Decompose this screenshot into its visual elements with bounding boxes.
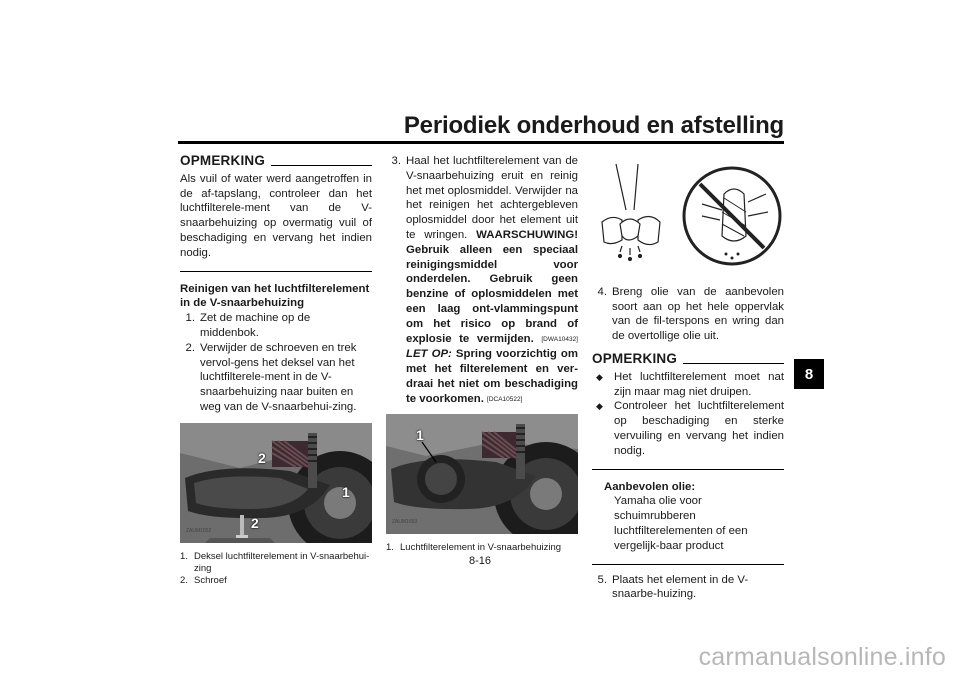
caption-number: 1. <box>386 541 394 553</box>
step-number: 2. <box>185 341 195 354</box>
note-title: OPMERKING <box>180 153 266 168</box>
bullet-item <box>592 370 784 400</box>
caption-row <box>180 575 372 587</box>
step-item <box>180 311 372 341</box>
step-item <box>592 573 784 603</box>
step-item <box>180 341 372 415</box>
figure-cover-photo <box>180 423 372 543</box>
step-number: 1. <box>185 312 195 325</box>
column-right <box>592 154 784 602</box>
note-end-rule <box>180 271 372 272</box>
twist-prohibited-icon <box>684 168 780 264</box>
step-number: 4. <box>597 285 607 298</box>
step-number: 5. <box>597 573 607 586</box>
callout-label: 1 <box>416 426 424 443</box>
warning-text: WAARSCHUWING! Gebruik alleen een speciaal reinigingsmiddel voor onderdelen. Gebruik geen benzine of oplosmiddelen met een laag ont-vlammingspunt om het risico op brand of explosie te vermijden. <box>406 228 579 345</box>
callout-label: 2 <box>258 449 266 466</box>
step-text: Verwijder de schroeven en trek vervol-gens het deksel van het luchtfilterele-ment in de V-snaarbehuizing naar buiten en weg van de V-snaarbehui-zing. <box>200 341 357 413</box>
steps-list <box>180 311 372 415</box>
step-number: 3. <box>391 155 401 167</box>
watermark: carmanualsonline.info <box>698 643 946 671</box>
step-text <box>406 154 578 408</box>
spec-value: Yamaha olie voor schuimrubberen luchtfilterelementen of een vergelijk-baar product <box>614 495 748 552</box>
caption-text: Deksel luchtfilterelement in V-snaarbehui-zing <box>194 550 370 574</box>
section-title: Reinigen van het luchtfilterelement in de V-snaarbehuizing <box>180 282 370 310</box>
bullet-text: Het luchtfilterelement moet nat zijn maar mag niet druipen. <box>614 370 784 398</box>
step-text: Zet de machine op de middenbok. <box>200 312 311 339</box>
caution-code: [DCA10522] <box>487 395 523 403</box>
step-item <box>386 154 578 408</box>
caption-text: Schroef <box>194 574 227 586</box>
step-text: Breng olie van de aanbevolen soort aan op het hele oppervlak van de fil-terspons en wring dan de overtollige olie uit. <box>612 285 784 343</box>
note-text: Als vuil of water werd aangetroffen in de af-tapslang, controleer dan het luchtfilterele-ment van de V-snaarbehuizing op overmatig vuil of beschadiging en vervang het indien nodig. <box>180 172 372 259</box>
column-middle <box>386 154 578 554</box>
callout-label: 2 <box>251 514 259 531</box>
warning-code: [DWA10432] <box>541 335 578 343</box>
squeeze-illustration <box>592 154 784 272</box>
column-left <box>180 154 372 587</box>
figure-caption <box>386 542 578 554</box>
page-title: Periodiek onderhoud en afstelling <box>403 112 784 139</box>
chapter-tab: 8 <box>794 359 824 389</box>
step-item <box>592 285 784 344</box>
figure-element-photo <box>386 414 578 534</box>
caption-number: 2. <box>180 574 188 586</box>
title-rule <box>178 141 784 144</box>
squeeze-correct-icon <box>602 164 660 261</box>
step-body: Haal het luchtfilterelement van de V-snaarbehuizing eruit en reinig het met oplosmiddel. Verwijder na het reinigen het achtergebleven oplosmiddel door het element uit te wringen. <box>406 155 578 241</box>
spec-label: Aanbevolen olie: <box>604 480 696 493</box>
step-text: Plaats het element in de V-snaarbe-huizing. <box>612 573 749 601</box>
caution-label: LET OP: <box>406 348 452 361</box>
bullet-icon: ◆ <box>596 401 603 412</box>
figure-code: ZAUM1652 <box>186 527 212 534</box>
note-title: OPMERKING <box>592 350 678 366</box>
note-heading <box>592 352 784 367</box>
caption-text: Luchtfilterelement in V-snaarbehuizing <box>400 541 562 553</box>
bullet-item <box>592 399 784 458</box>
caution-text: Spring voorzichtig om met het filterelement en ver-draai het niet om beschadiging te voorkomen. <box>406 348 578 405</box>
bullet-text: Controleer het luchtfilterelement op beschadiging en sterke vervuiling en vervang het indien nodig. <box>614 400 784 457</box>
spec-box <box>592 469 784 564</box>
figure-code: ZAUM1653 <box>392 518 418 525</box>
bullet-icon: ◆ <box>596 371 603 382</box>
caption-number: 1. <box>180 550 188 562</box>
page-number: 8-16 <box>468 555 492 567</box>
note-heading <box>180 154 372 169</box>
caption-row <box>386 542 578 554</box>
callout-label: 1 <box>342 483 350 500</box>
